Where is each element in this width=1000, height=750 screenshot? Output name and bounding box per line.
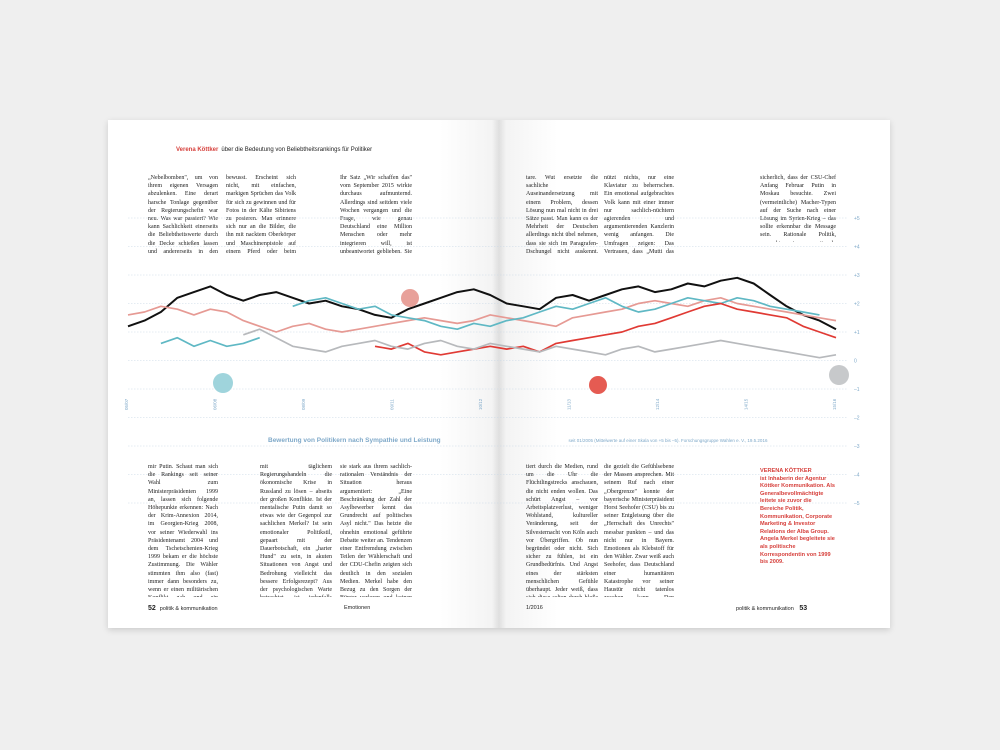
- y-tick-label: +2: [854, 301, 860, 308]
- y-tick-label: –2: [854, 415, 860, 422]
- folio-section: [344, 605, 370, 611]
- y-tick-label: –1: [854, 387, 860, 393]
- y-tick-label: –3: [854, 444, 860, 450]
- bio-name: VERENA KÖTTKER: [760, 468, 812, 474]
- portrait-marker-red-2: [589, 376, 607, 394]
- text-column-bottom-1: mir Putin. Schaut man sich die Rankings seit seiner Wahl zum Ministerpräsidenten 1999 an, lassen sich folgende Höhepunkte erkennen: Nach der Krim-Annexion 2014, im Georgien-Krieg 2008, vor seiner Wiederwahl ins Präsidentenamt 2004 und dem Tschetschenien-Krieg 1999 bekam er die höchste Zustimmung. Die Wähler stimmten ihm also (fast) immer dann besonders zu, wenn er einen militärischen: [148, 464, 218, 594]
- publication-left: politik & kommunikation: [159, 606, 218, 612]
- page-number-left: 52: [148, 605, 156, 612]
- issue-number: 1/2016: [526, 605, 543, 611]
- series-line-teal: [161, 298, 820, 347]
- folio-right: [736, 605, 807, 612]
- series-line-gray: [243, 329, 836, 358]
- portrait-markers: [213, 289, 849, 394]
- chart-y-ticks: [854, 216, 860, 507]
- text-column-top-5: nützt nichts, nur eine Klaviatur zu beherrschen. Ein emotional aufgebrachtes Volk kann mit einer immer nur sachlich-nüchtern agierenden und argumentierenden Kanzlerin wenig anfangen. Die Umfragen zeigen: Das Vertrauen, dass „Mutti das: [604, 175, 674, 255]
- text-column-top-2: bewusst. Erscheint sich nicht, mit einfachen, markigen Sprüchen das Volk für sich zu gewinnen und für Fotos in der Kälte Sibiriens zu posieren. Man erinnere sich nur an die Bilder, die ihn mit nacktem Oberkörper und Maschinenpistole auf einem Pferd oder beim: [226, 175, 296, 255]
- x-tick-label: 11/13: [566, 399, 572, 410]
- text-column-top-1: „Nebelbomben", um von ihrem eigenen Versagen abzulenken. Eine derart harsche Tonlage gegenüber der Regierungschefin war neu. Was war passiert? Wie kann Sachlichkeit einerseits die Beliebtheitswerte durch die Decke schießen lassen und andererseits in den: [148, 175, 218, 255]
- text-column-bottom-3: sie stark aus ihrem sachlich-rationalen Verständnis der Situation heraus argumentiert: „Eine Beschränkung der Zahl der Asylbewerber kennt das Grundrecht auf politisches Asyl nicht." Das heizte die ohnehin emotional geführte Debatte weiter an. Tendenzen einer Entfremdung zwischen Teilen der Wählerschaft und der CDU-Chefin zeigten sich deutlich in den sozialen Medien. Merkel habe den Bezug zu den Sorgen der: [340, 464, 412, 594]
- chart-x-ticks: [124, 398, 837, 410]
- x-tick-label: 08/09: [301, 398, 306, 410]
- y-tick-label: +3: [854, 273, 860, 279]
- chart-title: Bewertung von Politikern nach Sympathie und Leistung: [268, 437, 441, 444]
- kicker-subtitle: über die Bedeutung von Beliebtheitsrankings für Politiker: [221, 147, 373, 153]
- magazine-spread: [108, 120, 890, 628]
- portrait-marker-gray: [829, 365, 849, 385]
- text-column-bottom-5: die gezielt die Gefühlsebene der Massen ansprechen. Mit seinem Ruf nach einer „Obergrenze" konnte der bayerische Ministerpräsident Horst Seehofer (CSU) bis zu seiner Entgleisung über die „Herrschaft des Unrechts" messbar punkten – und das nicht nur in Bayern. Emotionen als Klebstoff für den Wähler. Zwar weiß auch Seehofer, dass Deutschland einer humanitären Katastrophe vor seiner Haustür nicht tatenlos: [604, 464, 674, 594]
- x-tick-label: 15/16: [832, 398, 837, 410]
- section-name: Emotionen: [344, 605, 371, 611]
- text-column-bottom-2: mit täglichem Regierungshandeln die ökonomische Krise in Russland zu lösen – abseits der großen Konflikte. Ist der mentalische Putin damit so etwas wie der Gegenpol zur sachlichen Merkel? Ist sein emotionaler Politikstil, gepaart mit der Dauerbotschaft, ein „harter Hund" zu sein, in akuten Situationen von Angst und Bedrohung vielleicht das bessere Erfolgsrezept? Aus der psychologischen Warte: [260, 464, 332, 594]
- text-column-top-4: tare. Wut ersetzte die sachliche Auseinandersetzung mit einem Problem, dessen Lösung nun mal nicht in drei Sätze passt. Man kann es der Mehrheit der Deutschen allerdings nicht übel nehmen, dass sie sich im Paragrafen-Dschungel nicht auskennt.: [526, 175, 598, 255]
- y-tick-label: –4: [854, 472, 860, 479]
- chart-series: [128, 278, 836, 358]
- publication-right: politik & kommunikation: [736, 606, 794, 612]
- portrait-marker-teal: [213, 373, 233, 393]
- folio-issue: [526, 605, 543, 611]
- x-tick-label: 12/14: [655, 398, 660, 410]
- text-column-top-3: Ihr Satz „Wir schaffen das" vom September 2015 wirkte durchaus aufmunternd. Allerdings sind seitdem viele Wochen vergangen und die Frage, wie genau Deutschland eine Million Menschen oder mehr integrieren will, ist unbeantwortet geblieben. Sie: [340, 175, 412, 255]
- series-line-pink: [128, 298, 836, 332]
- x-tick-label: 09/11: [389, 399, 395, 410]
- bio-text: ist Inhaberin der Agentur Köttker Kommunikation. Als Generalbevollmächtigte leitete sie zuvor die Bereiche Politik, Kommunikation, Corporate Marketing & Investor Relations der Alba Group. Angela Merkel begleitete sie als politische Korrespondentin von 1999 bis 2009.: [760, 475, 836, 566]
- text-column-bottom-4: tiert durch die Medien, rund um die Uhr die Flüchtlingstrecks anschauen, die nicht enden wollen. Das schürt Angst – vor Arbeitsplatzverlust, weniger Wohlstand, kultureller Veränderung, seit der Silvesternacht von Köln auch vor Übergriffen. Ob nun begründet oder nicht. Sich sicher zu fühlen, ist ein Grundbedürfnis. Und Angst eines der stärksten menschlichen Gefühle überhaupt. Jeder weiß, dass: [526, 464, 598, 594]
- y-tick-label: +1: [854, 330, 860, 336]
- author-bio: [760, 468, 836, 567]
- x-tick-label: 05/07: [124, 398, 129, 410]
- chart-grid: [128, 218, 848, 503]
- chart-source: seit 01/2005 (Mittelwerte auf einer Skala von +5 bis –5). Forschungsgruppe Wahlen e. V., 19.5.2016: [568, 438, 768, 443]
- x-tick-label: 10/12: [478, 398, 483, 410]
- portrait-marker-red: [401, 289, 419, 307]
- text-column-top-6: sicherlich, dass der CSU-Chef Anfang Februar Putin in Moskau besuchte. Zwei (vermeintliche) Macher-Typen auf der Suche nach einer Lösung im Syrien-Krieg – das sollte erkennbar die Message sein. Rationale Politik,: [760, 175, 836, 239]
- x-tick-label: 14/15: [743, 398, 749, 410]
- kicker-author: Verena Köttker: [176, 147, 219, 153]
- y-tick-label: 0: [854, 358, 857, 365]
- y-tick-label: +5: [854, 216, 860, 222]
- y-tick-label: +4: [854, 244, 860, 251]
- y-tick-label: –5: [854, 501, 860, 507]
- x-tick-label: 06/08: [212, 398, 218, 410]
- page-number-right: 53: [799, 605, 808, 612]
- folio-left: [148, 605, 218, 612]
